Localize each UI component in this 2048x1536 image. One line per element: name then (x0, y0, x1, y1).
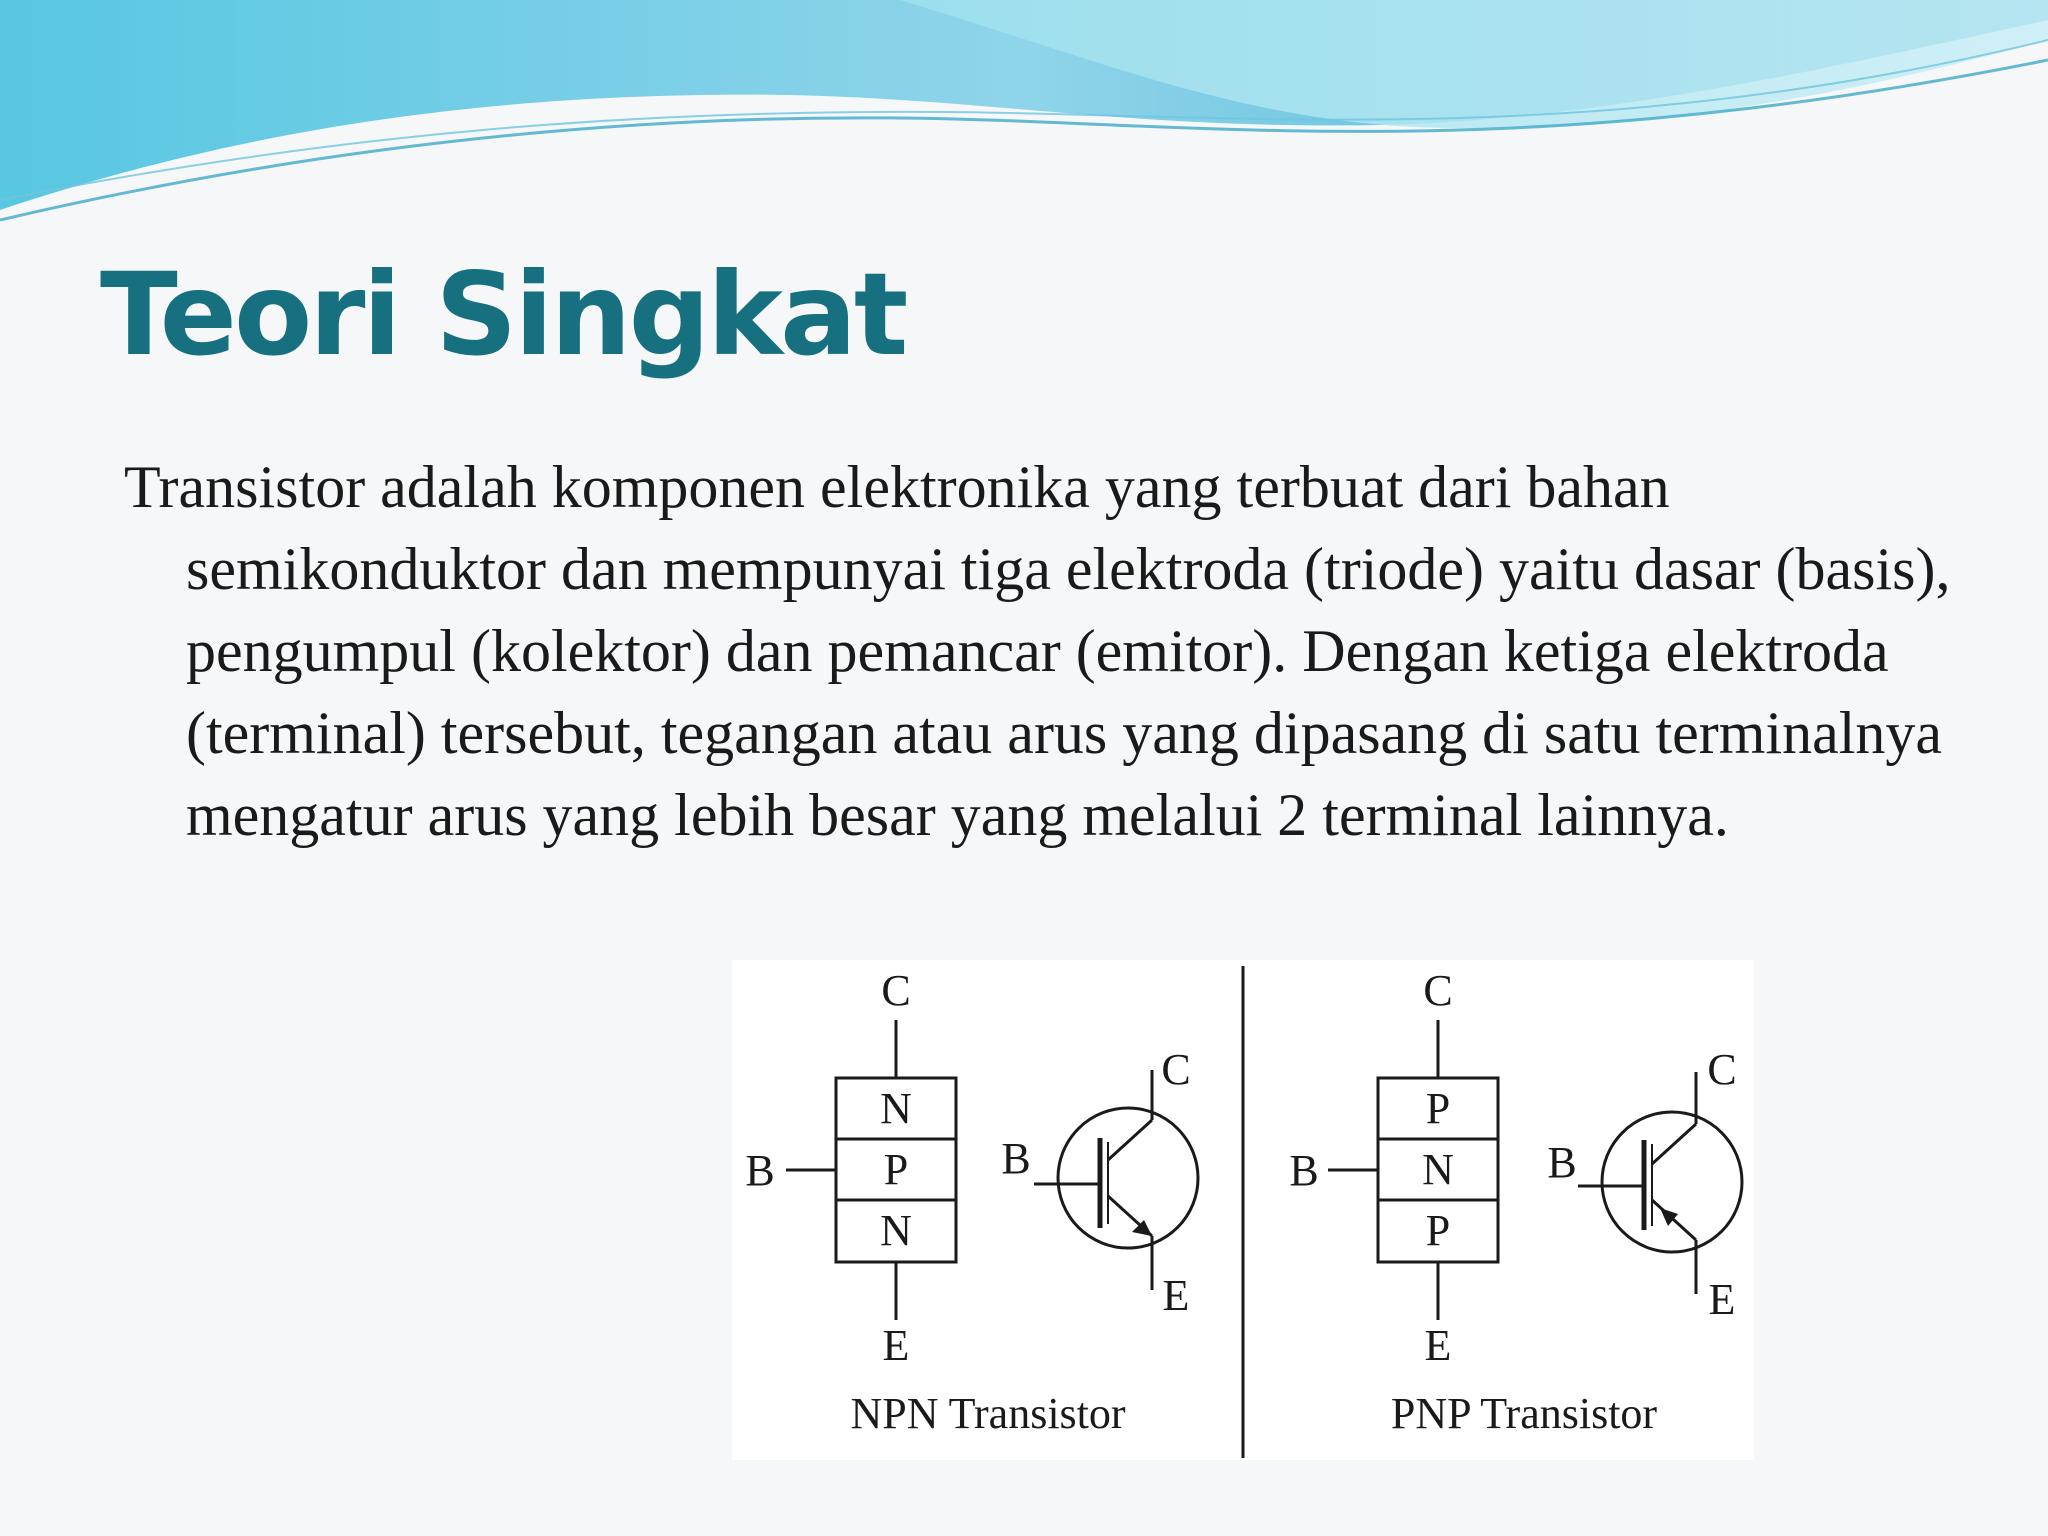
pnp-transistor-symbol (1547, 1045, 1742, 1324)
pnp-symbol-base-label: B (1547, 1138, 1577, 1187)
npn-layer-middle: P (883, 1145, 909, 1194)
npn-symbol-emitter-label: E (1162, 1271, 1190, 1320)
pnp-base-label: B (1289, 1146, 1319, 1195)
npn-symbol-collector-label: C (1161, 1045, 1191, 1094)
npn-transistor-symbol (1001, 1045, 1198, 1320)
pnp-layer-bottom: P (1425, 1206, 1451, 1255)
transistor-diagram (732, 960, 1754, 1460)
pnp-collector-label: C (1423, 966, 1453, 1015)
header-wave-decoration (0, 0, 2048, 240)
npn-layer-block (745, 966, 956, 1370)
npn-layer-top: N (880, 1084, 912, 1133)
pnp-symbol-emitter-label: E (1708, 1275, 1736, 1324)
pnp-layer-top: P (1425, 1084, 1451, 1133)
pnp-layer-block (1289, 966, 1498, 1370)
npn-base-label: B (745, 1146, 775, 1195)
npn-caption: NPN Transistor (850, 1389, 1126, 1438)
pnp-caption: PNP Transistor (1390, 1389, 1658, 1438)
pnp-symbol-collector-label: C (1707, 1045, 1737, 1094)
pnp-layer-middle: N (1422, 1145, 1454, 1194)
npn-layer-bottom: N (880, 1206, 912, 1255)
slide-body-text: Transistor adalah komponen elektronika yang terbuat dari bahan semikonduktor dan mempunyai tiga elektroda (triode) yaitu dasar (basis), pengumpul (kolektor) dan pemancar (emitor). Dengan ketiga elektroda (terminal) tersebut, tegangan atau arus yang dipasang di satu terminalnya mengatur arus yang lebih besar yang melalui 2 terminal lainnya. (124, 454, 1951, 848)
pnp-emitter-label: E (1424, 1321, 1452, 1370)
npn-emitter-label: E (882, 1321, 910, 1370)
npn-collector-label: C (881, 966, 911, 1015)
npn-symbol-base-label: B (1001, 1134, 1031, 1183)
slide-title: Teori Singkat (100, 248, 906, 381)
